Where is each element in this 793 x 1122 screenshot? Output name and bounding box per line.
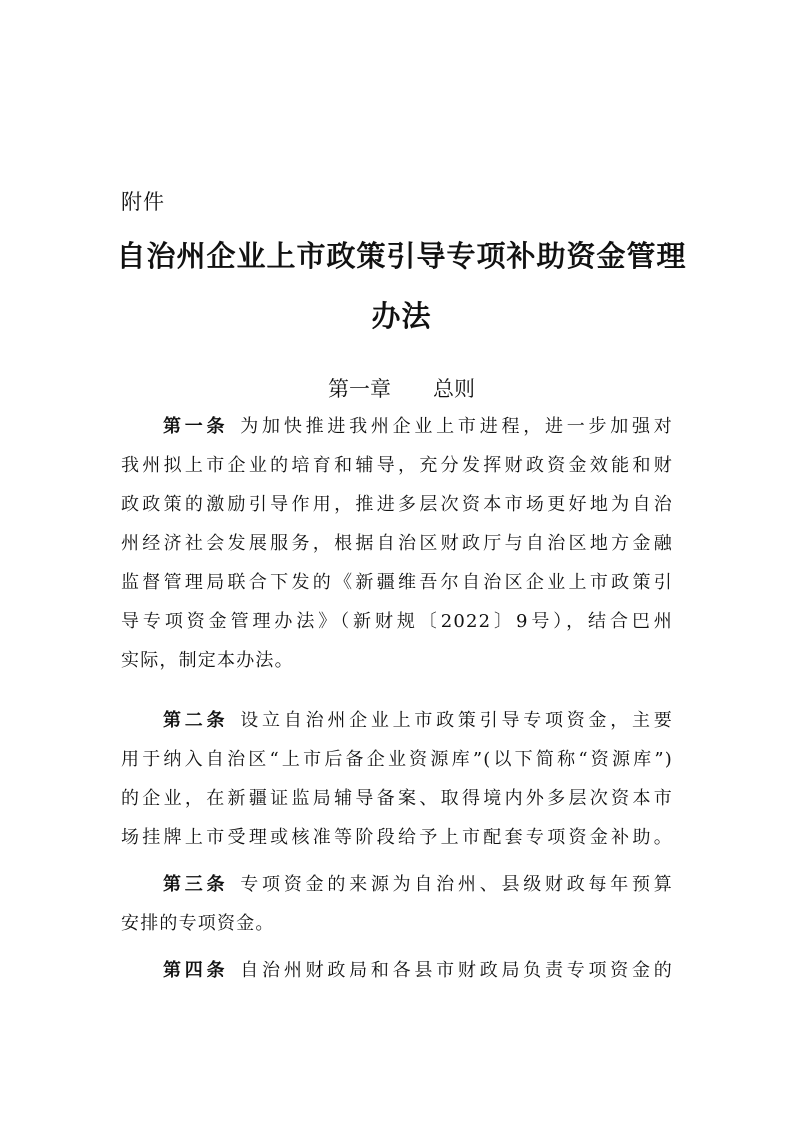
article-line: 实际，制定本办法。: [121, 650, 294, 671]
article-line: 我州拟上市企业的培育和辅导，充分发挥财政资金效能和财: [121, 455, 673, 476]
article-line: 的企业，在新疆证监局辅导备案、取得境内外多层次资本市: [121, 788, 673, 809]
article-line: 安排的专项资金。: [121, 913, 275, 934]
article-line: 第一条 为加快推进我州企业上市进程，进一步加强对: [163, 416, 673, 437]
article-line: 导专项资金管理办法》（新财规〔2022〕9号），结合巴州: [121, 611, 673, 632]
document-title-line-1: 自治州企业上市政策引导专项补助资金管理: [116, 239, 687, 273]
article-label: 第二条: [163, 710, 229, 731]
document-title-line-2: 办法: [371, 299, 432, 333]
chapter-heading: [110, 373, 693, 403]
article-line: 第三条 专项资金的来源为自治州、县级财政每年预算: [163, 874, 673, 895]
article-line: 用于纳入自治区“上市后备企业资源库”(以下简称“资源库”): [121, 749, 673, 770]
chapter-number: 第一章: [328, 377, 391, 401]
annex-label: 附件: [121, 190, 165, 214]
article-line: 政政策的激励引导作用，推进多层次资本市场更好地为自治: [121, 494, 673, 515]
article-line: 监督管理局联合下发的《新疆维吾尔自治区企业上市政策引: [121, 572, 673, 593]
article-line: 第四条 自治州财政局和各县市财政局负责专项资金的: [163, 960, 673, 981]
article-line: 第二条 设立自治州企业上市政策引导专项资金，主要: [163, 710, 673, 731]
article-label: 第三条: [163, 874, 229, 895]
chapter-name: 总则: [433, 377, 475, 401]
article-label: 第一条: [163, 416, 229, 437]
article-line: 场挂牌上市受理或核准等阶段给予上市配套专项资金补助。: [121, 827, 673, 848]
article-label: 第四条: [163, 960, 229, 981]
article-line: 州经济社会发展服务，根据自治区财政厅与自治区地方金融: [121, 533, 673, 554]
